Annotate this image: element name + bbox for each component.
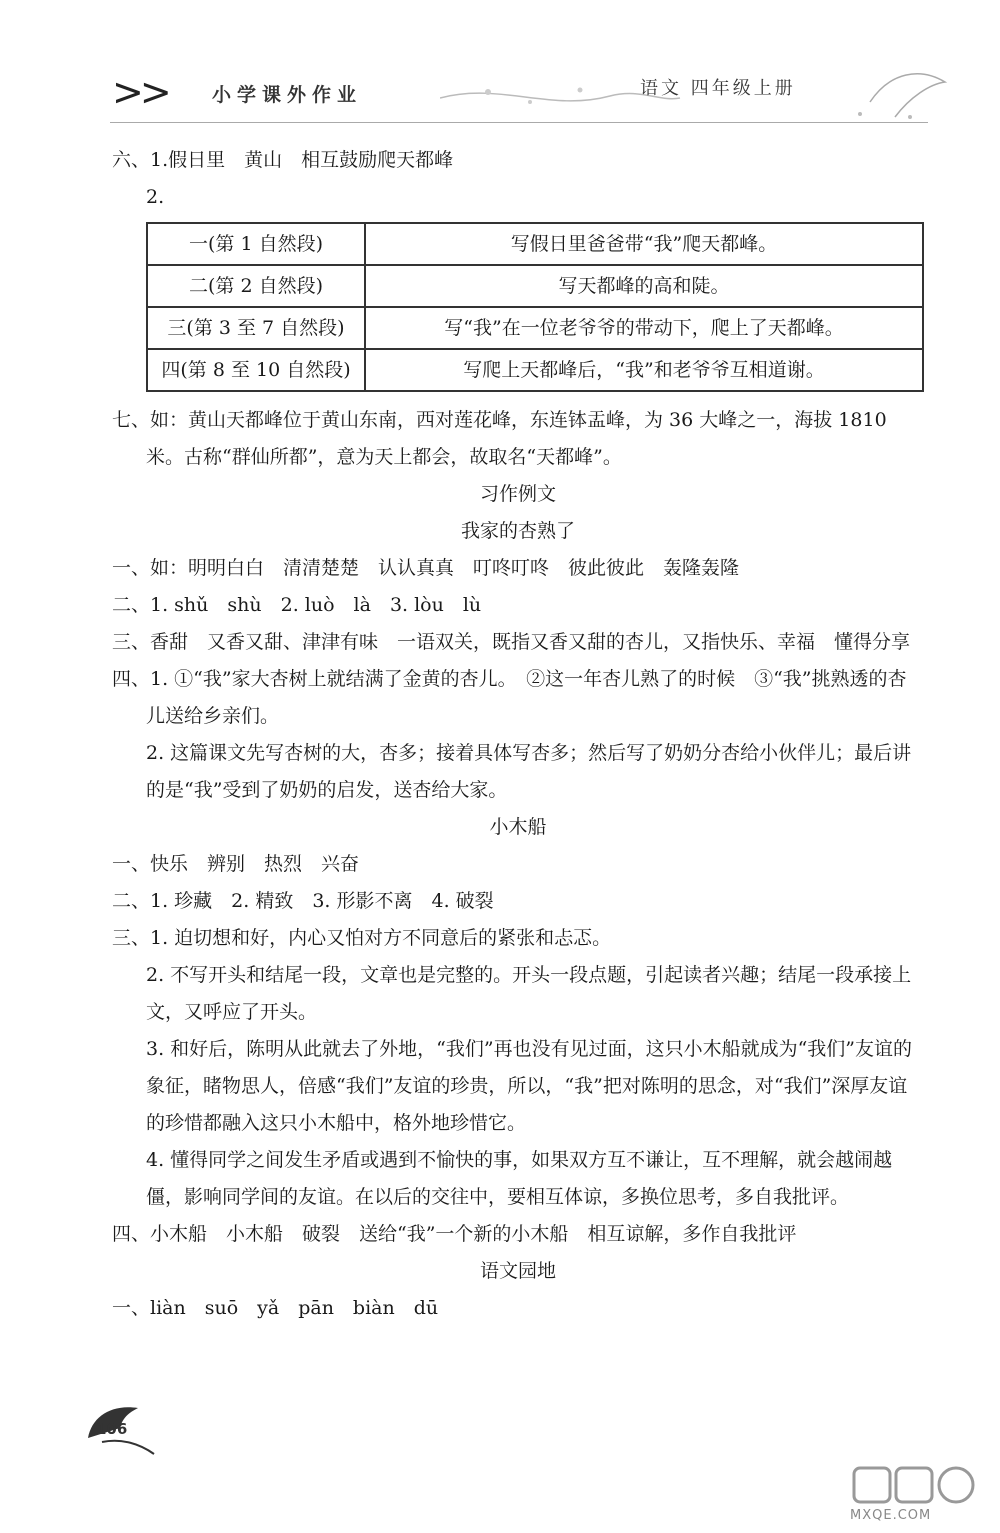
essay-q3: 三、香甜 又香又甜、津津有味 一语双关，既指又香又甜的杏儿，又指快乐、幸福 懂得分享: [112, 631, 911, 653]
series-title: 小学课外作业: [212, 84, 363, 106]
subject-label: 语文 四年级上册: [640, 78, 796, 99]
essay-q4-1: 四、1. ①“我”家大杏树上就结满了金黄的杏儿。 ②这一年杏儿熟了的时候 ③“我”挑熟透的杏儿送给乡亲们。: [112, 668, 907, 727]
table-cell-summary: 写爬上天都峰后，“我”和老爷爷互相道谢。: [365, 349, 923, 391]
table-row: [147, 265, 923, 307]
boat-q1: 一、快乐 辨别 热烈 兴奋: [112, 853, 360, 875]
boat-q3-3: 3. 和好后，陈明从此就去了外地，“我们”再也没有见过面，这只小木船就成为“我们”友谊的象征，睹物思人，倍感“我们”友谊的珍贵，所以，“我”把对陈明的思念，对“我们”深厚友谊的珍惜都融入这只小木船中，格外地珍惜它。: [146, 1038, 913, 1134]
table-row: [147, 307, 923, 349]
answer-site-logo-icon: [850, 1462, 980, 1508]
table-cell-part: 一(第 1 自然段): [147, 223, 365, 265]
garden-q1: 一、liàn suō yǎ pān biàn dū: [112, 1297, 439, 1319]
boat-q4: 四、小木船 小木船 破裂 送给“我”一个新的小木船 相互谅解，多作自我批评: [112, 1223, 797, 1245]
essay-q1: 一、如：明明白白 清清楚楚 认认真真 叮咚叮咚 彼此彼此 轰隆轰隆: [112, 557, 740, 579]
boat-title: 小木船: [489, 816, 547, 838]
boat-q2: 二、1. 珍藏 2. 精致 3. 形影不离 4. 破裂: [112, 890, 494, 912]
table-cell-summary: 写天都峰的高和陡。: [365, 265, 923, 307]
header-divider: [110, 122, 928, 123]
boat-q3-4: 4. 懂得同学之间发生矛盾或遇到不愉快的事，如果双方互不谦让，互不理解，就会越闹越僵，影响同学间的友谊。在以后的交往中，要相互体谅，多换位思考，多自我批评。: [146, 1149, 893, 1208]
essay-title: 我家的杏熟了: [460, 520, 575, 542]
paragraph-table: [146, 222, 924, 392]
table-row: [147, 349, 923, 391]
essay-q2: 二、1. shǔ shù 2. luò là 3. lòu lù: [112, 594, 482, 616]
table-cell-summary: 写“我”在一位老爷爷的带动下，爬上了天都峰。: [365, 307, 923, 349]
sec6-q2-label: 2.: [146, 186, 165, 208]
page-number-badge: [82, 1398, 162, 1458]
garden-title: 语文园地: [479, 1260, 556, 1282]
boat-q3-1: 三、1. 迫切想和好，内心又怕对方不同意后的紧张和忐忑。: [112, 927, 612, 949]
sec6-q1: 六、1.假日里 黄山 相互鼓励爬天都峰: [112, 149, 454, 171]
answer-content: [112, 142, 924, 1327]
boat-q3-2: 2. 不写开头和结尾一段，文章也是完整的。开头一段点题，引起读者兴趣；结尾一段承接上文，又呼应了开头。: [146, 964, 912, 1023]
watermark-logo: [850, 1462, 980, 1528]
double-chevron-icon: >>: [112, 70, 168, 114]
table-cell-summary: 写假日里爸爸带“我”爬天都峰。: [365, 223, 923, 265]
watermark-url: MXQE.COM: [850, 1508, 932, 1523]
table-cell-part: 二(第 2 自然段): [147, 265, 365, 307]
essay-heading: 习作例文: [479, 483, 556, 505]
table-row: [147, 223, 923, 265]
page-header: [0, 0, 1000, 130]
essay-q4-2: 2. 这篇课文先写杏树的大，杏多；接着具体写杏多；然后写了奶奶分杏给小伙伴儿；最后讲的是“我”受到了奶奶的启发，送杏给大家。: [146, 742, 912, 801]
table-cell-part: 四(第 8 至 10 自然段): [147, 349, 365, 391]
table-cell-part: 三(第 3 至 7 自然段): [147, 307, 365, 349]
sec7-answer: 七、如：黄山天都峰位于黄山东南，西对莲花峰，东连钵盂峰，为 36 大峰之一，海拔 1810 米。古称“群仙所都”，意为天上都会，故取名“天都峰”。: [112, 409, 887, 468]
page-number: 106: [96, 1420, 128, 1438]
